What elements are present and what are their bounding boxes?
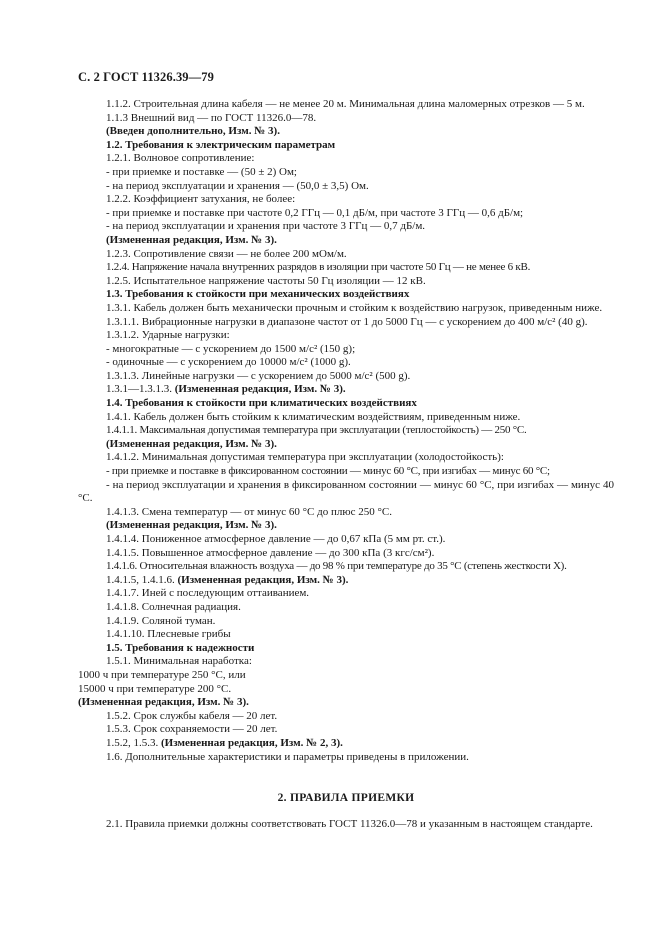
paragraph: 1.3.1.3. Линейные нагрузки — с ускорением до 5000 м/с² (500 g). bbox=[106, 369, 411, 382]
paragraph: 1.3.1.1. Вибрационные нагрузки в диапазоне частот от 1 до 5000 Гц — с ускорением до 400 м/с² (40 g). bbox=[106, 315, 588, 328]
paragraph: - одиночные — с ускорением до 10000 м/с² (1000 g). bbox=[106, 356, 351, 369]
paragraph: 1000 ч при температуре 250 °С, или bbox=[78, 668, 246, 681]
paragraph: 1.2.1. Волновое сопротивление: bbox=[106, 152, 255, 165]
paragraph: 15000 ч при температуре 200 °С. bbox=[78, 682, 232, 695]
paragraph: 1.4.1.6. Относительная влажность воздуха — до 98 % при температуре до 35 °С (степень жесткости X). bbox=[106, 560, 567, 573]
paragraph: - на период эксплуатации и хранения в фиксированном состоянии — минус 60 °С, при изгибах — минус 40 °С. bbox=[78, 478, 614, 505]
paragraph: 1.4.1.7. Иней с последующим оттаиванием. bbox=[106, 587, 310, 600]
paragraph: - на период эксплуатации и хранения — (50,0 ± 3,5) Ом. bbox=[106, 179, 369, 192]
paragraph: 1.3.1.2. Ударные нагрузки: bbox=[106, 329, 230, 342]
paragraph: 1.4.1.1. Максимальная допустимая температура при эксплуатации (теплостойкость) — 250 °С. bbox=[106, 424, 527, 437]
paragraph-2-1: 2.1. Правила приемки должны соответствовать ГОСТ 11326.0—78 и указанным в настоящем стандарте. bbox=[106, 818, 593, 830]
paragraph: 1.6. Дополнительные характеристики и параметры приведены в приложении. bbox=[106, 750, 469, 763]
paragraph: 1.4.1. Кабель должен быть стойким к климатическим воздействиям, приведенным ниже. bbox=[106, 410, 521, 423]
paragraph: (Введен дополнительно, Изм. № 3). bbox=[106, 125, 280, 138]
paragraph: 1.4.1.10. Плесневые грибы bbox=[106, 628, 231, 641]
page-header: С. 2 ГОСТ 11326.39—79 bbox=[78, 70, 214, 84]
amendment-note: (Измененная редакция, Изм. № 3). bbox=[177, 573, 349, 586]
paragraph: - при приемке и поставке в фиксированном состоянии — минус 60 °С, при изгибах — минус 60 °С; bbox=[106, 465, 550, 478]
paragraph: 1.4.1.5. Повышенное атмосферное давление — до 300 кПа (3 кгс/см²). bbox=[106, 546, 435, 559]
paragraph: (Измененная редакция, Изм. № 3). bbox=[78, 696, 249, 709]
section-2-body bbox=[78, 818, 614, 832]
paragraph bbox=[78, 737, 614, 751]
paragraph: 1.3. Требования к стойкости при механических воздействиях bbox=[106, 288, 410, 301]
paragraph: 1.1.3 Внешний вид — по ГОСТ 11326.0—78. bbox=[106, 111, 317, 124]
paragraph: 1.1.2. Строительная длина кабеля — не менее 20 м. Минимальная длина маломерных отрезков — 5 м. bbox=[106, 98, 585, 110]
amendment-note: (Измененная редакция, Изм. № 2, 3). bbox=[161, 736, 343, 749]
paragraph: 1.4.1.8. Солнечная радиация. bbox=[106, 600, 241, 613]
paragraph-ref: 1.4.1.5, 1.4.1.6. bbox=[106, 573, 175, 586]
paragraph: 1.4.1.2. Минимальная допустимая температура при эксплуатации (холодостойкость): bbox=[106, 451, 504, 464]
paragraph: 1.2.5. Испытательное напряжение частоты 50 Гц изоляции — 12 кВ. bbox=[106, 274, 426, 287]
paragraph: 1.2. Требования к электрическим параметрам bbox=[106, 138, 336, 151]
paragraph: 1.3.1. Кабель должен быть механически прочным и стойким к воздействию нагрузок, приведенным ниже. bbox=[106, 301, 603, 314]
paragraph: 1.5.1. Минимальная наработка: bbox=[106, 655, 252, 668]
paragraph: 1.5.3. Срок сохраняемости — 20 лет. bbox=[106, 723, 278, 736]
paragraph: 1.2.3. Сопротивление связи — не более 200 мОм/м. bbox=[106, 247, 347, 260]
paragraph: (Измененная редакция, Изм. № 3). bbox=[106, 233, 277, 246]
paragraph: 1.4.1.3. Смена температур — от минус 60 °С до плюс 250 °С. bbox=[106, 505, 392, 518]
paragraph: (Измененная редакция, Изм. № 3). bbox=[106, 519, 277, 532]
paragraph bbox=[78, 383, 614, 397]
paragraph: 1.5.2. Срок службы кабеля — 20 лет. bbox=[106, 709, 278, 722]
paragraph: 1.5. Требования к надежности bbox=[106, 641, 255, 654]
paragraph bbox=[78, 574, 614, 588]
section-2-title: 2. ПРАВИЛА ПРИЕМКИ bbox=[277, 792, 415, 804]
paragraph: 1.4.1.4. Пониженное атмосферное давление — до 0,67 кПа (5 мм рт. ст.). bbox=[106, 533, 446, 545]
paragraph: - при приемке и поставке при частоте 0,2 ГГц — 0,1 дБ/м, при частоте 3 ГГц — 0,6 дБ/м; bbox=[106, 206, 524, 219]
paragraph-ref: 1.3.1—1.3.1.3. bbox=[106, 383, 172, 396]
paragraph: - многократные — с ускорением до 1500 м/с² (150 g); bbox=[106, 342, 356, 355]
paragraph-ref: 1.5.2, 1.5.3. bbox=[106, 736, 159, 749]
paragraph: - при приемке и поставке — (50 ± 2) Ом; bbox=[106, 165, 297, 178]
paragraph: (Измененная редакция, Изм. № 3). bbox=[106, 437, 277, 450]
paragraph: 1.2.2. Коэффициент затухания, не более: bbox=[106, 193, 296, 206]
paragraph: 1.4.1.9. Соляной туман. bbox=[106, 614, 216, 627]
amendment-note: (Измененная редакция, Изм. № 3). bbox=[174, 383, 346, 396]
paragraph: 1.4. Требования к стойкости при климатических воздействиях bbox=[106, 397, 417, 410]
paragraph: - на период эксплуатации и хранения при частоте 3 ГГц — 0,7 дБ/м. bbox=[106, 220, 426, 233]
section-1-body bbox=[78, 98, 614, 764]
paragraph: 1.2.4. Напряжение начала внутренних разрядов в изоляции при частоте 50 Гц — не менее 6 кВ. bbox=[106, 261, 531, 274]
